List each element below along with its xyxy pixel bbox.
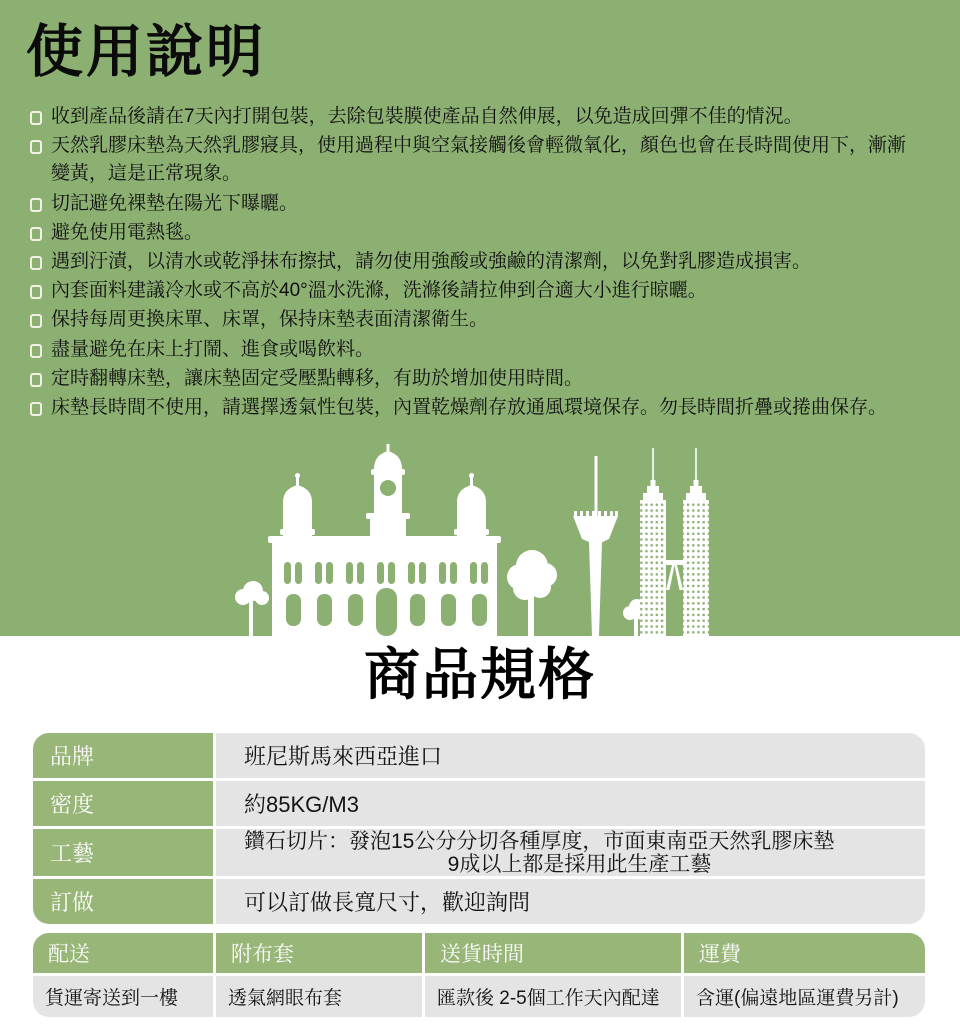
bullet-icon	[30, 140, 42, 154]
usage-item-text: 內套面料建議冷水或不高於40°溫水洗滌，洗滌後請拉伸到合適大小進行晾曬。	[51, 280, 707, 302]
product-specs-section	[0, 636, 960, 1033]
bullet-icon	[30, 111, 42, 125]
spec-row-density-value: 約85KG/M3	[216, 781, 925, 826]
craft-value-line2: 9成以上都是採用此生產工藝	[447, 852, 712, 876]
bullet-icon	[30, 198, 42, 212]
usage-item	[30, 248, 910, 276]
spec-row-brand-value: 班尼斯馬來西亞進口	[216, 733, 925, 778]
clock-tower-palace-icon	[268, 444, 501, 636]
craft-value-line1: 鑽石切片：發泡15公分分切各種厚度，市面東南亞天然乳膠床墊	[244, 829, 835, 853]
kl-tower-icon	[573, 456, 618, 636]
bullet-icon	[30, 227, 42, 241]
tree-icon	[507, 550, 557, 636]
specs-title: 商品規格	[364, 643, 596, 706]
shipping-header-fee: 運費	[684, 933, 925, 973]
shipping-value-time: 匯款後 2-5個工作天內配達	[425, 976, 681, 1017]
bullet-icon	[30, 285, 42, 299]
spec-row-craft-label: 工藝	[33, 829, 213, 876]
usage-item	[30, 336, 910, 364]
shipping-value-fee: 含運(偏遠地區運費另計)	[684, 976, 925, 1017]
usage-item	[30, 306, 910, 334]
bullet-icon	[30, 373, 42, 387]
spec-row-custom-label: 訂做	[33, 879, 213, 924]
usage-item-text: 切記避免裸墊在陽光下曝曬。	[51, 192, 299, 214]
usage-item-text: 避免使用電熱毯。	[51, 221, 204, 243]
usage-item-text: 盡量避免在床上打鬧、進食或喝飲料。	[51, 338, 375, 360]
usage-item	[30, 394, 910, 422]
bullet-icon	[30, 256, 42, 270]
shipping-header-delivery: 配送	[33, 933, 213, 973]
bullet-icon	[30, 402, 42, 416]
usage-item-text: 保持每周更換床單、床罩，保持床墊表面清潔衛生。	[51, 309, 489, 331]
tree-icon	[235, 581, 269, 636]
usage-item-text: 收到產品後請在7天內打開包裝，去除包裝膜使產品自然伸展，以免造成回彈不佳的情況。	[51, 106, 803, 127]
usage-item-text: 天然乳膠床墊為天然乳膠寢具，使用過程中與空氣接觸後會輕微氧化，顏色也會在長時間使用下，漸漸變黃，這是正常現象。	[51, 135, 907, 185]
skybridge-icon	[663, 560, 686, 590]
bullet-icon	[30, 344, 42, 358]
usage-item	[30, 365, 910, 393]
usage-item	[30, 190, 910, 218]
shipping-header-cover: 附布套	[216, 933, 422, 973]
shipping-value-delivery: 貨運寄送到一樓	[33, 976, 213, 1017]
shipping-header-time: 送貨時間	[425, 933, 681, 973]
usage-item-text: 床墊長時間不使用，請選擇透氣性包裝，內置乾燥劑存放通風環境保存。勿長時間折疊或捲曲保存。	[51, 397, 888, 419]
usage-item	[30, 132, 910, 188]
kuala-lumpur-skyline-icon	[228, 444, 733, 636]
spec-row-brand-label: 品牌	[33, 733, 213, 778]
usage-list	[30, 103, 910, 423]
spec-row-craft-value	[216, 829, 925, 876]
bullet-icon	[30, 314, 42, 328]
usage-item-text: 遇到汙漬，以清水或乾淨抹布擦拭，請勿使用強酸或強鹼的清潔劑，以免對乳膠造成損害。	[51, 251, 812, 273]
usage-item	[30, 277, 910, 305]
usage-title: 使用說明	[26, 20, 266, 84]
usage-item	[30, 103, 910, 131]
usage-item-text: 定時翻轉床墊，讓床墊固定受壓點轉移，有助於增加使用時間。	[51, 367, 584, 389]
petronas-towers-icon	[640, 448, 709, 636]
shipping-value-cover: 透氣網眼布套	[216, 976, 422, 1017]
spec-info-table	[33, 733, 925, 924]
usage-item	[30, 219, 910, 247]
spec-row-custom-value: 可以訂做長寬尺寸，歡迎詢問	[216, 879, 925, 924]
spec-row-density-label: 密度	[33, 781, 213, 826]
shipping-table	[33, 933, 925, 1017]
